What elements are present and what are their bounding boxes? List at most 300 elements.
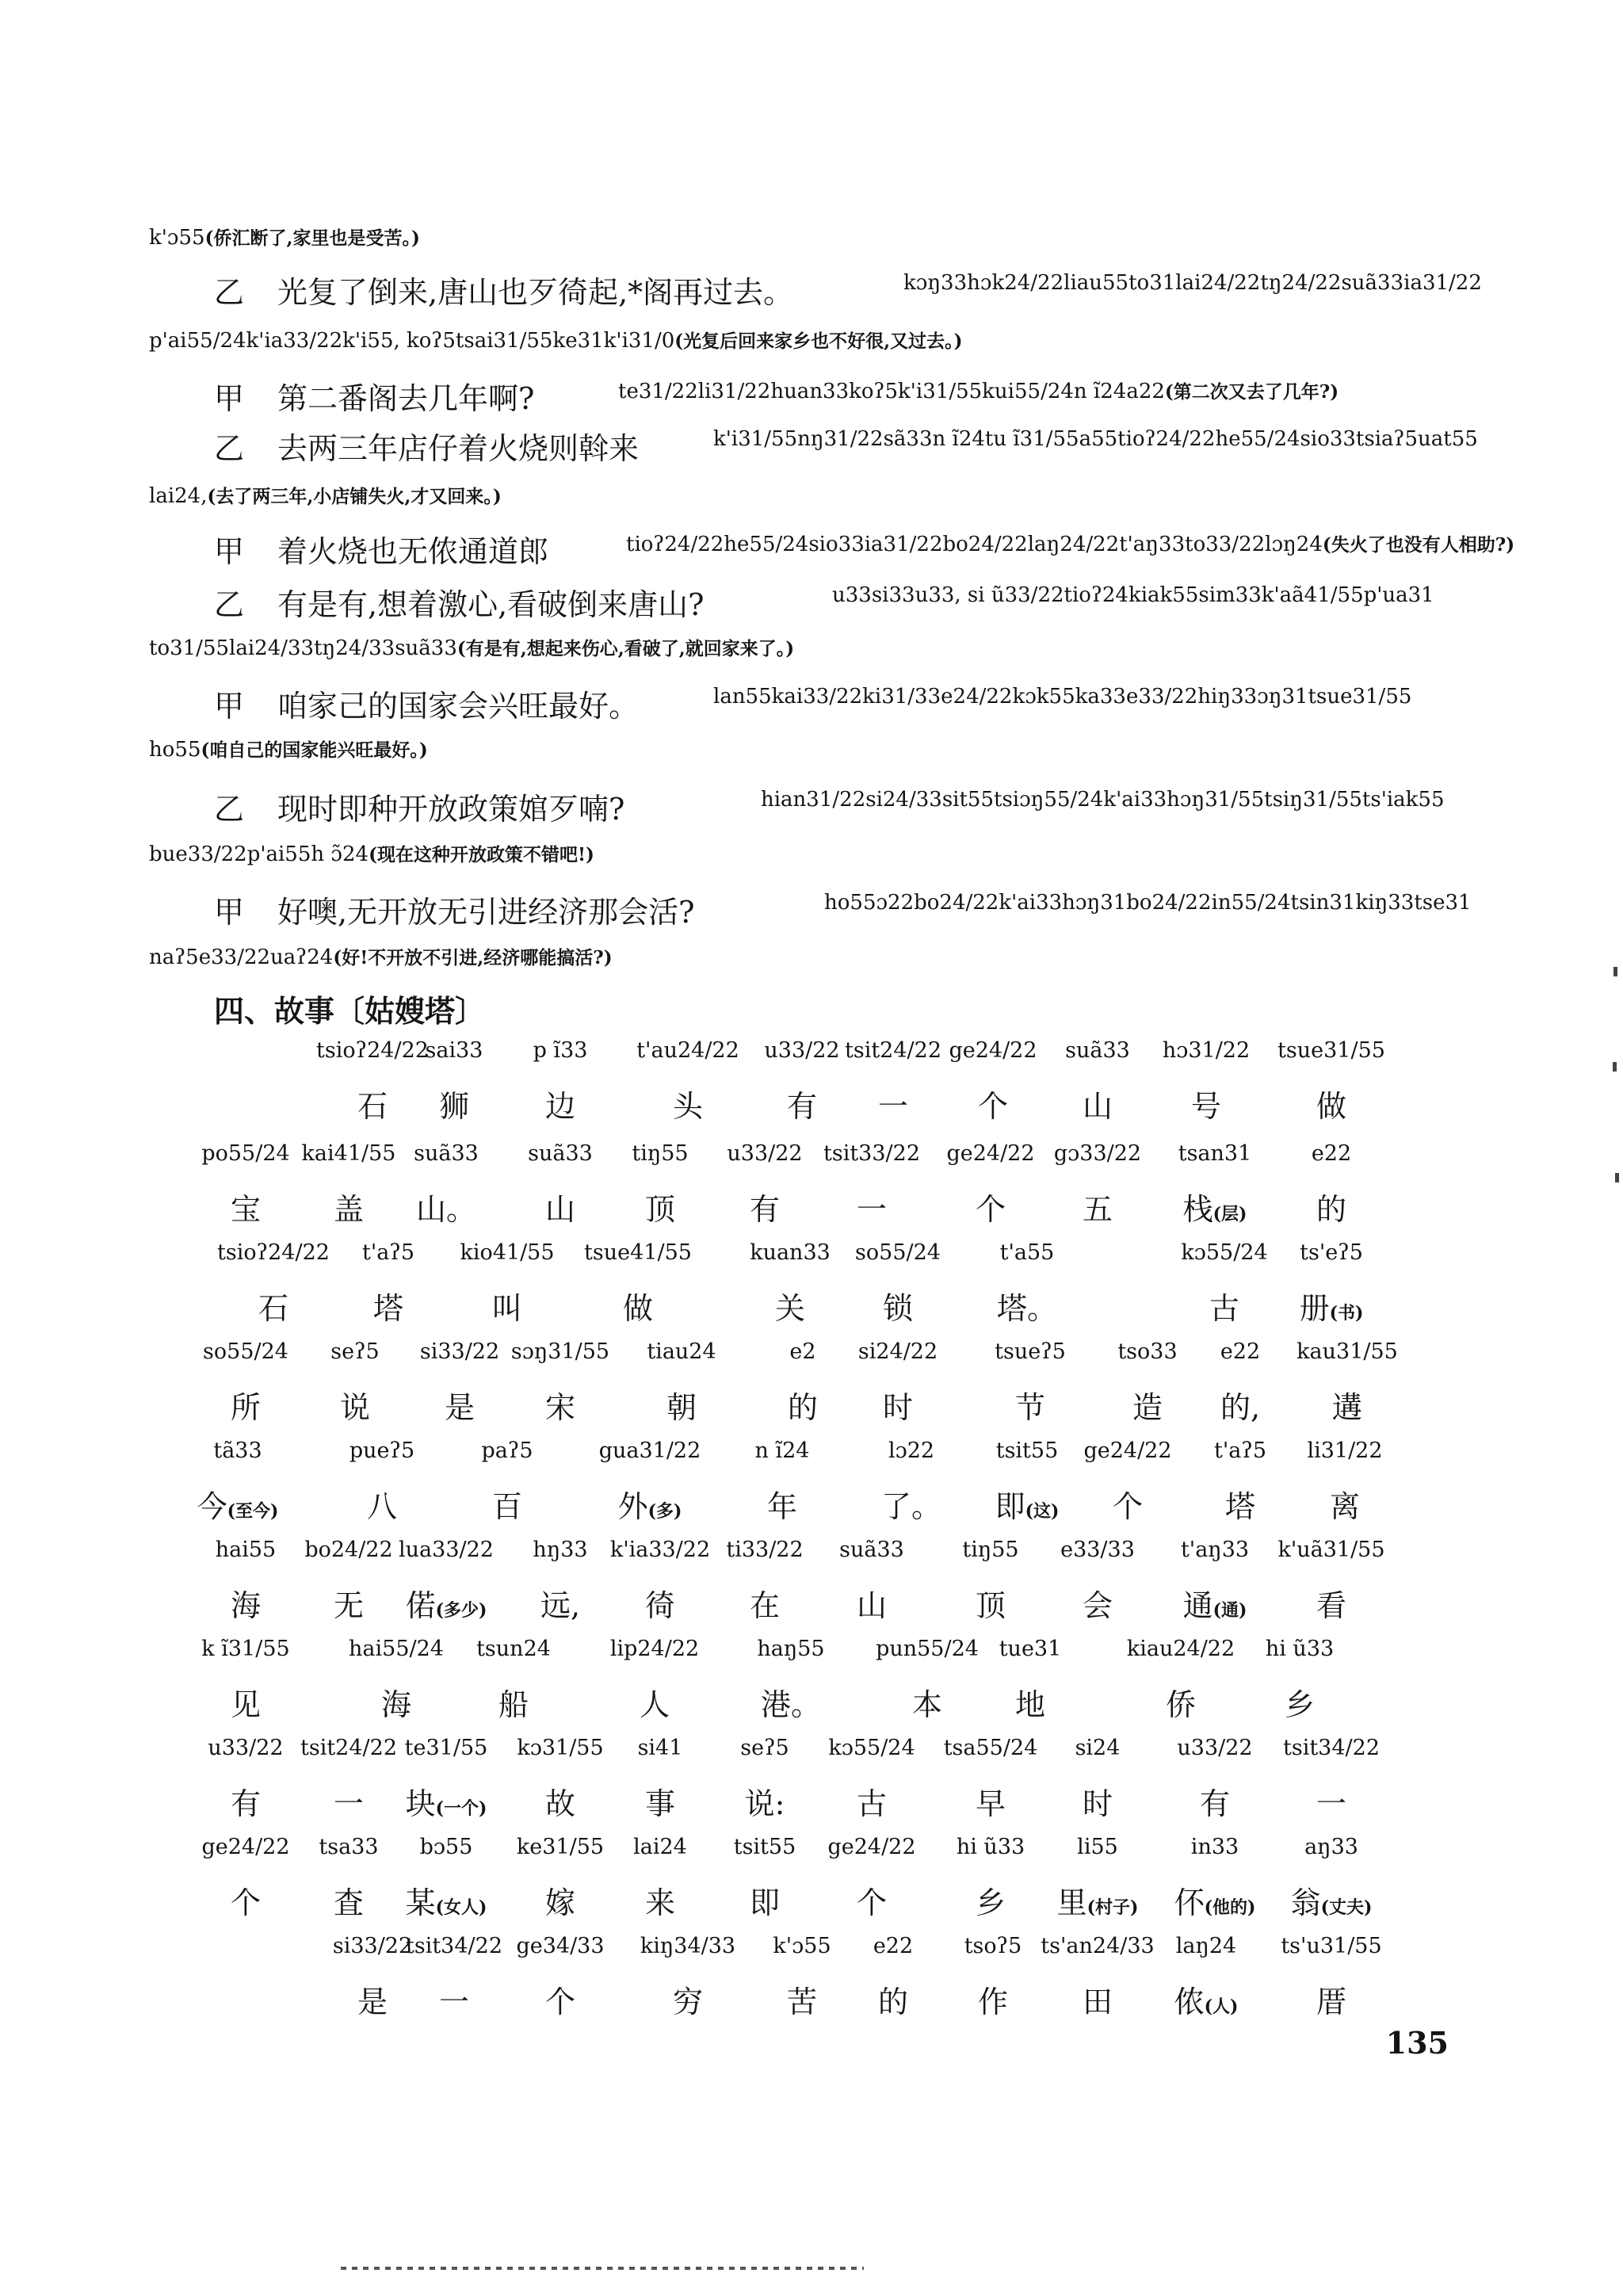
story-character — [406, 1878, 487, 1922]
translation-note: (光复后回来家乡也不好很,又过去。) — [674, 330, 963, 352]
story-character — [406, 1779, 487, 1823]
story-character-text: 叫 — [491, 1291, 523, 1326]
story-character-text: 锁 — [882, 1291, 914, 1326]
story-character-text: 古 — [856, 1786, 888, 1821]
story-character-text: 作 — [977, 1985, 1009, 2019]
story-phonetic: kɔ55/24 — [828, 1736, 915, 1760]
story-phonetic: kɔ31/55 — [517, 1736, 604, 1760]
story-gloss: (女人) — [435, 1897, 487, 1918]
story-character-text: 头 — [672, 1089, 704, 1124]
story-character — [788, 1383, 818, 1427]
story-character — [1191, 1082, 1221, 1125]
story-phonetic: tue31 — [999, 1637, 1062, 1661]
story-gloss: (这) — [1025, 1501, 1060, 1522]
story-character-text: 嫁 — [544, 1885, 576, 1920]
story-character — [540, 1581, 580, 1625]
story-row — [0, 1934, 1623, 2019]
story-character-text: 的 — [1316, 1192, 1347, 1227]
phonetic-text: u33si33u33, si ũ33/22tioʔ24kiak55sim33k'aã41/55p'ua31 — [832, 583, 1434, 607]
phonetic-text: hian31/22si24/33sit55tsiɔŋ55/24k'ai33hɔŋ31/55tsiŋ31/55ts'iak55 — [761, 788, 1445, 812]
chinese-text: 现时即种开放政策婠歹喃? — [277, 792, 625, 827]
story-character-text: 早 — [975, 1786, 1006, 1821]
story-phonetic: tsue31/55 — [1277, 1038, 1385, 1063]
story-phonetic: tiŋ55 — [962, 1538, 1019, 1562]
story-character — [883, 1383, 913, 1427]
story-phonetic: ge24/22 — [1083, 1438, 1172, 1463]
story-phonetic: k'ɔ55 — [773, 1934, 831, 1958]
story-character — [881, 1482, 941, 1526]
story-character — [1174, 1977, 1239, 2021]
story-character — [750, 1581, 780, 1625]
story-phonetic: tsun24 — [476, 1637, 551, 1661]
story-character — [767, 1482, 797, 1526]
phonetic-text: ho55ɔ22bo24/22k'ai33hɔŋ31bo24/22in55/24tsin31kiŋ33tse31 — [824, 891, 1472, 915]
story-character-text: 八 — [366, 1489, 398, 1524]
story-character-text: 有 — [749, 1192, 781, 1227]
story-gloss: (书) — [1329, 1303, 1364, 1324]
story-character — [1113, 1482, 1143, 1526]
story-character — [492, 1482, 522, 1526]
story-character — [1300, 1284, 1364, 1328]
story-character-text: 一 — [333, 1786, 365, 1821]
story-phonetic: sai33 — [425, 1038, 483, 1063]
story-character-text: 里 — [1056, 1885, 1087, 1920]
story-character — [745, 1779, 785, 1823]
story-phonetic: tsit24/22 — [300, 1736, 398, 1760]
story-character-text: 塔。 — [996, 1291, 1058, 1326]
story-phonetic: seʔ5 — [330, 1339, 380, 1364]
story-phonetic: ge24/22 — [949, 1038, 1037, 1063]
phonetic-text: p'ai55/24k'ia33/22k'i55, koʔ5tsai31/55ke31k'i31/0 — [149, 329, 675, 353]
story-character — [231, 1680, 261, 1724]
story-character — [439, 1977, 469, 2021]
phonetic-text: lan55kai33/22ki31/33e24/22kɔk55ka33e33/22hiŋ33ɔŋ31tsue31/55 — [713, 685, 1412, 709]
speaker-label: 甲 — [214, 534, 245, 569]
story-character — [334, 1185, 364, 1228]
story-character — [997, 1284, 1057, 1328]
story-character-text: 朝 — [666, 1390, 697, 1425]
story-gloss: (他的) — [1204, 1897, 1256, 1918]
dialogue-line-8 — [214, 580, 1623, 624]
story-character — [1057, 1878, 1139, 1922]
story-character-text: 有 — [786, 1089, 818, 1124]
story-phonetic: hi ũ33 — [956, 1835, 1025, 1859]
story-character-text: 翁 — [1290, 1885, 1321, 1920]
phonetic-text: lai24, — [149, 484, 208, 508]
story-phonetic: si24 — [1075, 1736, 1121, 1760]
story-character-text: 一 — [877, 1089, 909, 1124]
story-character — [231, 1779, 261, 1823]
story-character — [357, 1082, 388, 1125]
story-row — [0, 1637, 1623, 1722]
story-phonetic: ge24/22 — [201, 1835, 290, 1859]
story-phonetic: suã33 — [528, 1141, 593, 1166]
dialogue-line-12 — [214, 785, 1623, 828]
story-character — [976, 1779, 1006, 1823]
story-phonetic: lua33/22 — [399, 1538, 494, 1562]
story-phonetic: u33/22 — [1177, 1736, 1253, 1760]
story-character-text: 港。 — [760, 1687, 822, 1722]
story-phonetic: ts'an24/33 — [1041, 1934, 1155, 1958]
story-phonetic: tsit33/22 — [823, 1141, 921, 1166]
story-character — [618, 1482, 682, 1526]
story-character-text: 古 — [1209, 1291, 1240, 1326]
story-character-text: 边 — [544, 1089, 576, 1124]
story-phonetic: po55/24 — [201, 1141, 290, 1166]
scan-artifact-mark — [1613, 967, 1617, 976]
story-phonetic: tsa55/24 — [943, 1736, 1038, 1760]
speaker-label: 乙 — [214, 275, 245, 310]
story-character-text: 石 — [357, 1089, 388, 1124]
story-character — [1015, 1383, 1045, 1427]
translation-note: (咱自己的国家能兴旺最好。) — [200, 739, 428, 761]
story-phonetic: tsioʔ24/22 — [217, 1240, 330, 1265]
dialogue-line-9 — [149, 634, 1623, 660]
story-character-text: 时 — [882, 1390, 914, 1425]
story-phonetic: u33/22 — [208, 1736, 284, 1760]
story-character-text: 看 — [1316, 1588, 1347, 1623]
story-phonetic: si33/22 — [419, 1339, 500, 1364]
story-character-text: 的, — [1220, 1390, 1261, 1425]
story-phonetic: hi ũ33 — [1265, 1637, 1335, 1661]
story-phonetic: gua31/22 — [598, 1438, 701, 1463]
story-character — [1083, 1185, 1113, 1228]
story-character-text: 厝 — [1316, 1985, 1347, 2019]
story-character — [545, 1878, 575, 1922]
story-character — [1316, 1185, 1346, 1228]
story-character — [761, 1680, 821, 1724]
story-character — [545, 1082, 575, 1125]
story-phonetic: pun55/24 — [876, 1637, 979, 1661]
story-phonetic: hai55/24 — [349, 1637, 444, 1661]
story-character — [381, 1680, 411, 1724]
story-phonetic: suã33 — [1065, 1038, 1130, 1063]
story-phonetic: lɔ22 — [888, 1438, 935, 1463]
story-character — [1285, 1680, 1315, 1724]
story-character-text: 遘 — [1331, 1390, 1363, 1425]
story-character — [340, 1383, 370, 1427]
story-character-text: 说 — [339, 1390, 371, 1425]
story-character — [439, 1082, 469, 1125]
story-phonetic: pueʔ5 — [349, 1438, 415, 1463]
story-character — [357, 1977, 388, 2021]
story-character-text: 有 — [1199, 1786, 1231, 1821]
story-character-text: 个 — [977, 1089, 1009, 1124]
story-character — [666, 1383, 697, 1427]
dialogue-line-14 — [214, 888, 1623, 931]
story-phonetic: n ĩ24 — [754, 1438, 810, 1463]
story-character — [1291, 1878, 1373, 1922]
story-gloss: (多) — [647, 1501, 682, 1522]
story-phonetic: e22 — [1311, 1141, 1352, 1166]
story-character — [1083, 1082, 1113, 1125]
chinese-text: 咱家己的国家会兴旺最好。 — [277, 689, 640, 724]
dialogue-line-2 — [214, 268, 1623, 311]
story-character-text: 有 — [230, 1786, 262, 1821]
story-character — [645, 1185, 675, 1228]
chinese-text: 第二番阁去几年啊? — [277, 381, 535, 416]
story-character — [1083, 1779, 1113, 1823]
story-phonetic: ge24/22 — [946, 1141, 1035, 1166]
translation-note: (第二次又去了几年?) — [1164, 381, 1339, 403]
story-character-text: 号 — [1190, 1089, 1222, 1124]
translation-note: (好!不开放不引进,经济哪能搞活?) — [333, 947, 613, 968]
speaker-label: 乙 — [214, 792, 245, 827]
story-character — [1332, 1383, 1362, 1427]
story-character-text: 侨 — [1165, 1687, 1197, 1722]
story-character-text: 船 — [498, 1687, 529, 1722]
story-character — [492, 1284, 522, 1328]
story-phonetic: tsueʔ5 — [995, 1339, 1066, 1364]
story-row — [0, 1736, 1623, 1821]
story-character — [995, 1482, 1060, 1526]
story-phonetic: gɔ33/22 — [1053, 1141, 1142, 1166]
story-character-text: 苦 — [786, 1985, 818, 2019]
story-phonetic: kɔ55/24 — [1181, 1240, 1268, 1265]
story-character-text: 外 — [617, 1489, 648, 1524]
story-character-text: 关 — [774, 1291, 806, 1326]
story-phonetic: te31/55 — [404, 1736, 488, 1760]
phonetic-text: k'i31/55nŋ31/22sã33n ĩ24tu ĩ31/55a55tioʔ24/22he55/24sio33tsiaʔ5uat55 — [713, 427, 1478, 451]
story-character-text: 块 — [405, 1786, 436, 1821]
story-character-text: 地 — [1014, 1687, 1046, 1722]
story-character-text: 塔 — [372, 1291, 404, 1326]
story-character — [750, 1185, 780, 1228]
story-character — [857, 1581, 887, 1625]
story-phonetic: so55/24 — [855, 1240, 941, 1265]
story-character-text: 宋 — [544, 1390, 576, 1425]
story-character-text: 宝 — [230, 1192, 262, 1227]
chinese-text: 着火烧也无侬通道郎 — [277, 534, 549, 569]
story-character-text: 来 — [644, 1885, 676, 1920]
story-character — [498, 1680, 529, 1724]
story-character — [976, 1185, 1006, 1228]
story-character — [367, 1482, 397, 1526]
story-character — [775, 1284, 805, 1328]
story-phonetic: t'au24/22 — [636, 1038, 739, 1063]
story-character-text: 某 — [405, 1885, 436, 1920]
story-character-text: 所 — [230, 1390, 262, 1425]
story-character-text: 伓 — [1174, 1885, 1205, 1920]
translation-note: (侨汇断了,家里也是受苦。) — [204, 227, 420, 249]
story-character — [976, 1878, 1006, 1922]
story-phonetic: kuan33 — [750, 1240, 831, 1265]
story-phonetic: t'a55 — [999, 1240, 1055, 1265]
chinese-text: 光复了倒来,唐山也歹徛起,*阁再过去。 — [277, 275, 794, 310]
story-character — [645, 1878, 675, 1922]
story-character-text: 一 — [856, 1192, 888, 1227]
story-character-text: 会 — [1082, 1588, 1113, 1623]
story-phonetic: u33/22 — [727, 1141, 803, 1166]
dialogue-line-7 — [214, 527, 1623, 571]
story-character-text: 节 — [1014, 1390, 1046, 1425]
story-phonetic: si33/22 — [332, 1934, 413, 1958]
story-phonetic: haŋ55 — [757, 1637, 825, 1661]
translation-note: (失火了也没有人相助?) — [1322, 534, 1515, 556]
story-phonetic: e22 — [1220, 1339, 1261, 1364]
story-character — [334, 1581, 364, 1625]
story-phonetic: in33 — [1190, 1835, 1239, 1859]
story-character — [750, 1878, 780, 1922]
story-character — [978, 1082, 1008, 1125]
story-character-text: 是 — [357, 1985, 388, 2019]
story-character — [1132, 1383, 1163, 1427]
story-phonetic: lip24/22 — [609, 1637, 700, 1661]
story-phonetic: kiau24/22 — [1126, 1637, 1235, 1661]
story-character-text: 个 — [856, 1885, 888, 1920]
story-character — [258, 1284, 288, 1328]
story-character — [1209, 1284, 1239, 1328]
story-gloss: (多少) — [435, 1600, 487, 1621]
story-character-text: 远, — [540, 1588, 581, 1623]
story-phonetic: e33/33 — [1060, 1538, 1135, 1562]
story-character-text: 乡 — [1284, 1687, 1316, 1722]
story-character-text: 侬 — [1174, 1985, 1205, 2019]
story-phonetic: tsit55 — [733, 1835, 796, 1859]
story-phonetic: bo24/22 — [304, 1538, 393, 1562]
story-character-text: 山 — [856, 1588, 888, 1623]
phonetic-text: naʔ5e33/22uaʔ24 — [149, 946, 334, 969]
story-character-text: 顶 — [644, 1192, 676, 1227]
story-character-text: 的 — [877, 1985, 909, 2019]
story-character — [1316, 1082, 1346, 1125]
story-character — [645, 1581, 675, 1625]
scan-artifact-mark — [1613, 1062, 1617, 1072]
story-character-text: 顶 — [975, 1588, 1006, 1623]
story-phonetic: e22 — [873, 1934, 914, 1958]
story-character-text: 年 — [766, 1489, 798, 1524]
dialogue-line-11 — [149, 735, 1623, 762]
story-phonetic: tsit24/22 — [844, 1038, 942, 1063]
story-phonetic: kio41/55 — [460, 1240, 555, 1265]
section-title: 四、故事〔姑嫂塔〕 — [214, 993, 486, 1029]
phonetic-text: ho55 — [149, 738, 201, 762]
story-phonetic: tiau24 — [647, 1339, 716, 1364]
story-character-text: 做 — [622, 1291, 654, 1326]
story-phonetic: hai55 — [215, 1538, 277, 1562]
story-row — [0, 1835, 1623, 1920]
dialogue-line-6 — [149, 482, 1623, 508]
story-character-text: 偌 — [405, 1588, 436, 1623]
story-character — [645, 1779, 675, 1823]
story-character — [787, 1977, 817, 2021]
story-character-text: 时 — [1082, 1786, 1113, 1821]
story-character-text: 个 — [544, 1985, 576, 2019]
story-character — [545, 1383, 575, 1427]
story-row — [0, 1038, 1623, 1124]
story-row — [0, 1141, 1623, 1227]
story-character-text: 故 — [544, 1786, 576, 1821]
story-character — [1200, 1779, 1230, 1823]
phonetic-text: k'ɔ55 — [149, 226, 205, 250]
translation-note: (现在这种开放政策不错吧!) — [369, 844, 594, 865]
story-character-text: 海 — [230, 1588, 262, 1623]
dialogue-line-10 — [214, 682, 1623, 725]
page-number: 135 — [1385, 2025, 1449, 2061]
story-character — [445, 1383, 475, 1427]
story-character — [1166, 1680, 1196, 1724]
story-character — [231, 1185, 261, 1228]
story-phonetic: ge34/33 — [516, 1934, 605, 1958]
chinese-text: 好噢,无开放无引进经济那会活? — [277, 895, 695, 930]
story-phonetic: tsan31 — [1178, 1141, 1252, 1166]
scan-artifact-dashes — [341, 2267, 864, 2270]
story-character-text: 狮 — [438, 1089, 470, 1124]
story-character — [231, 1878, 261, 1922]
story-phonetic: ke31/55 — [516, 1835, 605, 1859]
story-character-text: 穷 — [672, 1985, 704, 2019]
story-phonetic: si24/22 — [857, 1339, 938, 1364]
story-character-text: 个 — [975, 1192, 1006, 1227]
story-character — [673, 1977, 703, 2021]
story-character-text: 人 — [639, 1687, 670, 1722]
story-phonetic: so55/24 — [203, 1339, 288, 1364]
story-phonetic: k'ia33/22 — [609, 1538, 711, 1562]
phonetic-text: to31/55lai24/33tŋ24/33suã33 — [149, 636, 457, 660]
story-phonetic: k ĩ31/55 — [201, 1637, 290, 1661]
story-character — [878, 1977, 908, 2021]
dialogue-line-4 — [214, 374, 1623, 418]
story-character-text: 的 — [787, 1390, 819, 1425]
story-character — [231, 1383, 261, 1427]
story-phonetic: kau31/55 — [1296, 1339, 1398, 1364]
story-character — [416, 1185, 476, 1228]
story-phonetic: tiŋ55 — [632, 1141, 689, 1166]
phonetic-text: te31/22li31/22huan33koʔ5k'i31/55kui55/24n ĩ24a22 — [618, 380, 1165, 403]
translation-note: (去了两三年,小店铺失火,才又回来。) — [207, 486, 502, 507]
story-phonetic: tsit34/22 — [1282, 1736, 1381, 1760]
story-character — [878, 1082, 908, 1125]
chinese-text: 去两三年店仔着火烧则斡来 — [277, 431, 640, 466]
story-character — [787, 1082, 817, 1125]
story-character — [673, 1082, 703, 1125]
story-character-text: 了。 — [880, 1489, 942, 1524]
speaker-label: 乙 — [214, 587, 245, 622]
story-character-text: 山。 — [415, 1192, 477, 1227]
story-phonetic: suã33 — [414, 1141, 479, 1166]
story-character-text: 五 — [1082, 1192, 1113, 1227]
story-gloss: (丈夫) — [1320, 1897, 1373, 1918]
story-character-text: 今 — [197, 1489, 227, 1524]
story-phonetic: ti33/22 — [726, 1538, 804, 1562]
story-row — [0, 1339, 1623, 1425]
story-row — [0, 1438, 1623, 1524]
story-phonetic: bɔ55 — [419, 1835, 473, 1859]
dialogue-line-1 — [149, 223, 1623, 250]
story-phonetic: si41 — [637, 1736, 683, 1760]
story-character-text: 本 — [911, 1687, 943, 1722]
phonetic-text: tioʔ24/22he55/24sio33ia31/22bo24/22laŋ24/22t'aŋ33to33/22lɔŋ24 — [626, 533, 1323, 556]
story-phonetic: kai41/55 — [301, 1141, 396, 1166]
story-character-text: 査 — [333, 1885, 365, 1920]
story-phonetic: e2 — [789, 1339, 816, 1364]
story-character-text: 山 — [1082, 1089, 1113, 1124]
speaker-label: 甲 — [214, 689, 245, 724]
story-character — [623, 1284, 653, 1328]
story-character-text: 徛 — [644, 1588, 676, 1623]
translation-note: (有是有,想起来伤心,看破了,就回家来了。) — [456, 638, 795, 659]
story-character — [1174, 1878, 1256, 1922]
story-character — [978, 1977, 1008, 2021]
story-phonetic: tsit55 — [995, 1438, 1059, 1463]
story-character-text: 通 — [1182, 1588, 1213, 1623]
story-character — [976, 1581, 1006, 1625]
story-phonetic: t'aʔ5 — [1213, 1438, 1267, 1463]
story-character-text: 即 — [749, 1885, 781, 1920]
story-character — [197, 1482, 279, 1526]
chinese-text: 有是有,想着激心,看破倒来唐山? — [277, 587, 705, 622]
story-phonetic: aŋ33 — [1304, 1835, 1358, 1859]
